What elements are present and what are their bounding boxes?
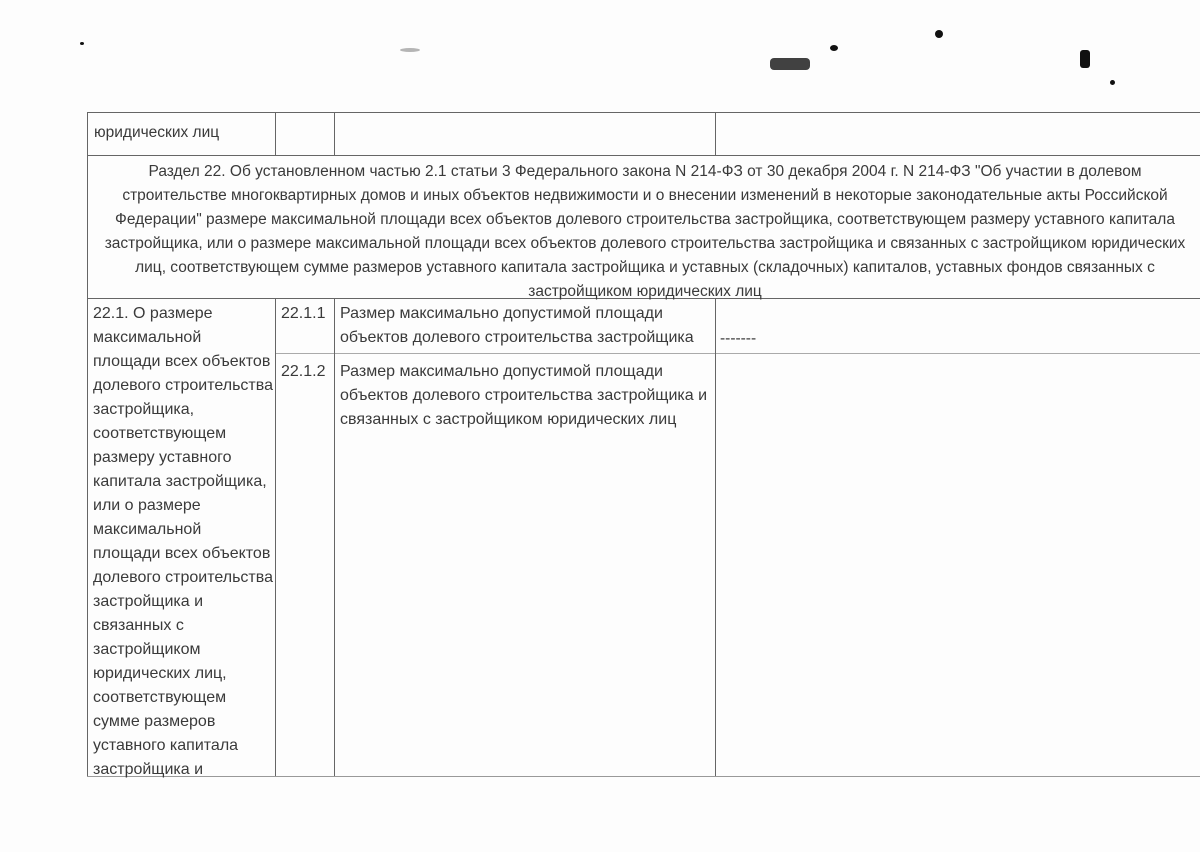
table-border [87, 112, 1200, 113]
scan-speck [400, 48, 420, 52]
table-border [715, 298, 716, 776]
group-label: 22.1. О размере максимальной площади всех объектов долевого строительства застройщика, соответствующем размеру уставного капитала застройщика, или о размере максимальной площади всех объектов долевого строительства застройщика и связанных с застройщиком юридических лиц, соответствующем сумме размеров уставного капитала застройщика и [93, 305, 273, 778]
top-row-label: юридических лиц [94, 124, 220, 141]
table-border [275, 353, 1200, 354]
table-border [87, 112, 88, 776]
row-label: Размер максимально допустимой площади объектов долевого строительства застройщика и связанных с застройщиком юридических лиц [340, 363, 708, 428]
section-heading: Раздел 22. Об установленном частью 2.1 статьи 3 Федерального закона N 214-ФЗ от 30 декабря 2004 г. N 214-ФЗ "Об участии в долевом строительстве многоквартирных домов и иных объектов недвижимости и о внесении изменений в некоторые законодательные акты Российской Федерации" размере максимальной площади всех объектов долевого строительства застройщика, соответствующем размеру уставного капитала застройщика, или о размере максимальной площади всех объектов долевого строительства застройщика и связанных с застройщиком юридических лиц, соответствующем сумме размеров уставного капитала застройщика и уставных (складочных) капиталов, уставных фондов связанных с застройщиком юридических лиц [104, 163, 1186, 300]
table-border [334, 298, 335, 776]
table-border [334, 112, 335, 155]
table-border [275, 298, 276, 776]
scan-speck [770, 58, 810, 70]
scan-speck [1110, 80, 1115, 85]
row-number: 22.1.2 [281, 363, 326, 380]
table-border [87, 155, 1200, 156]
table-border [715, 112, 716, 155]
row-number: 22.1.1 [281, 305, 326, 322]
row-value: ------- [720, 330, 757, 347]
scan-speck [1080, 50, 1090, 68]
scan-speck [830, 45, 838, 51]
scan-speck [935, 30, 943, 38]
scan-speck [80, 42, 84, 45]
table-border [275, 112, 276, 155]
row-label: Размер максимально допустимой площади объектов долевого строительства застройщика [340, 305, 694, 346]
